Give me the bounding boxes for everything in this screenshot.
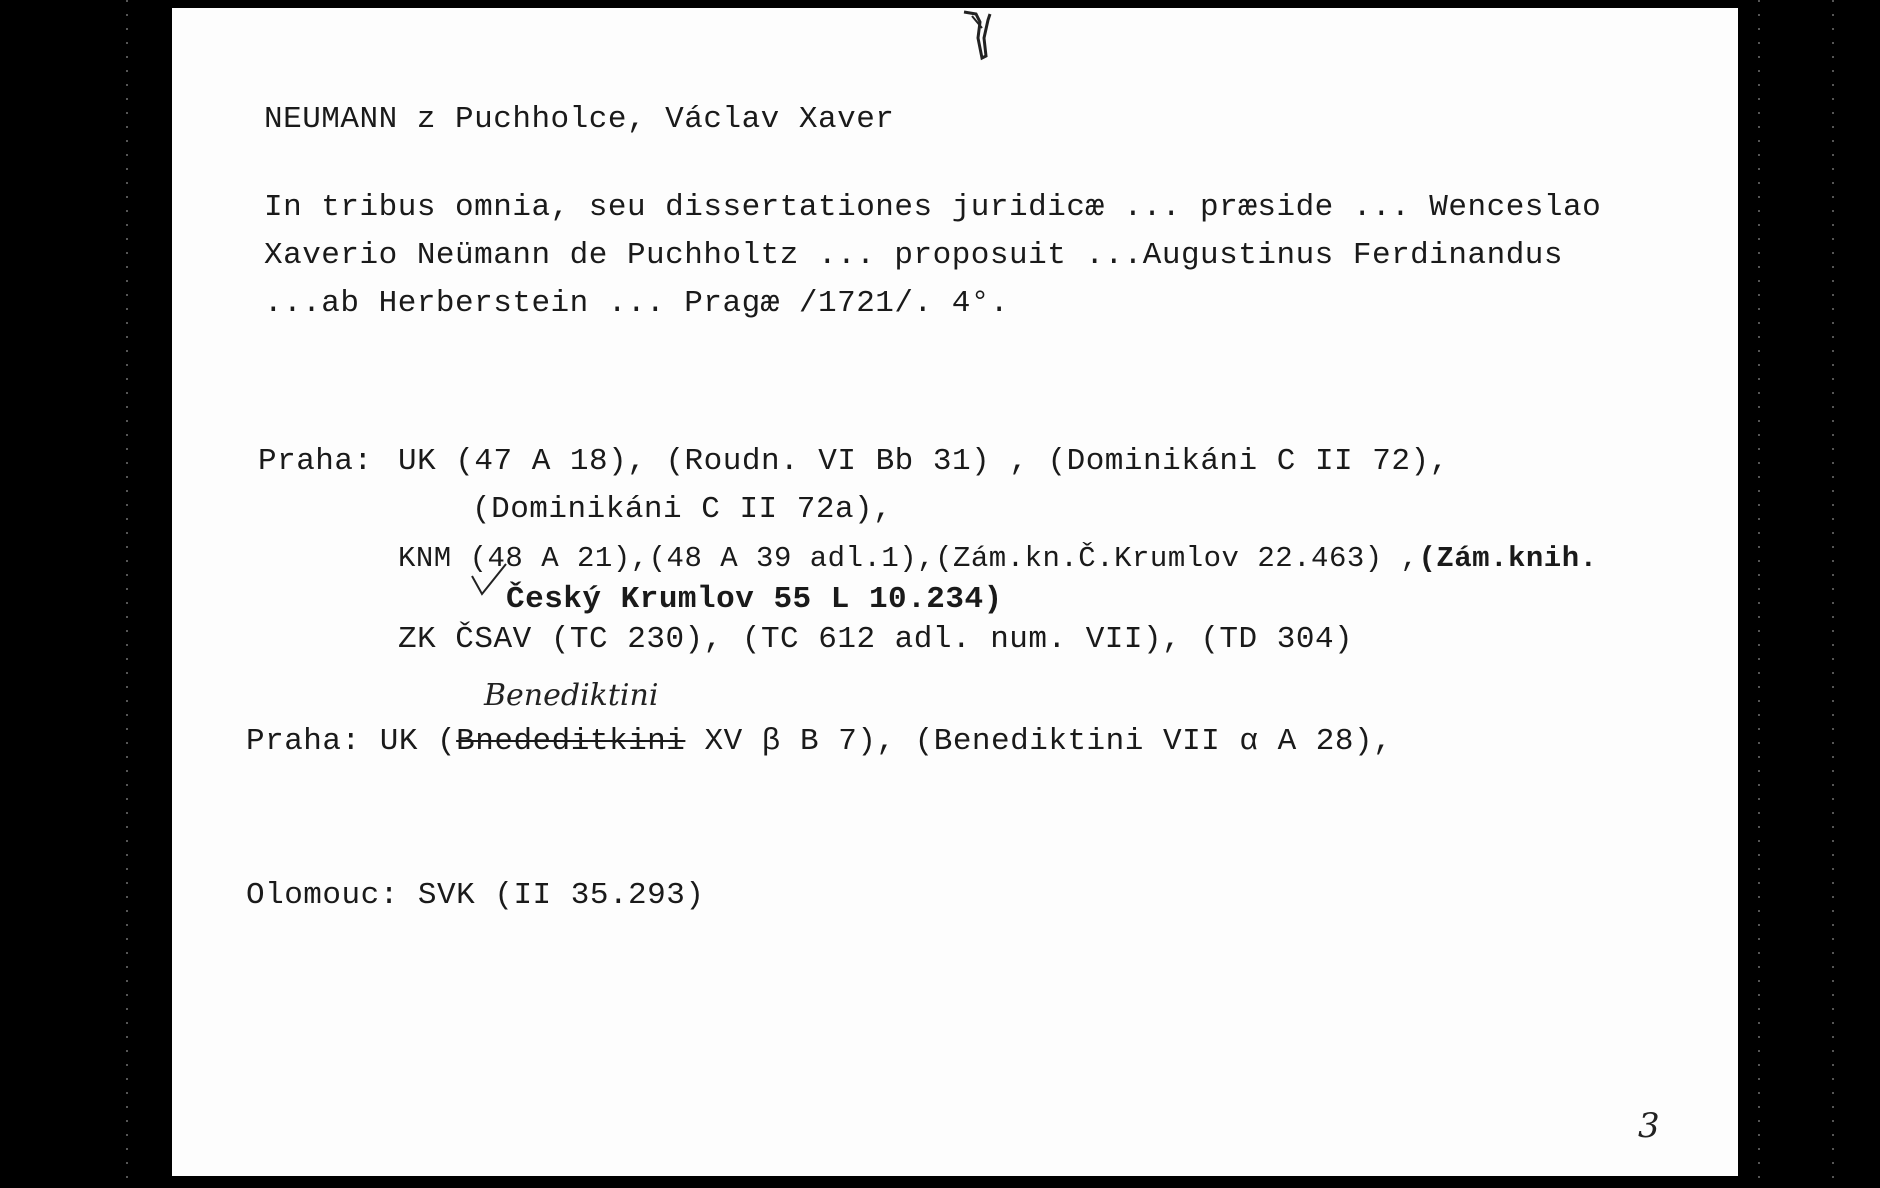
holdings-city-praha: Praha:	[258, 444, 373, 479]
handwritten-correction: Benediktini	[484, 678, 659, 713]
knm-line-1-text: KNM (48 A 21),(48 A 39 adl.1),(Zám.kn.Č.Krumlov 22.463) ,	[398, 542, 1419, 575]
scan-border-right	[1740, 0, 1880, 1188]
holdings-2-rest: XV β B 7), (Benediktini VII α A 28),	[685, 724, 1393, 759]
holdings-2-prefix: Praha: UK (	[246, 724, 457, 759]
holdings-2-line	[246, 724, 1392, 759]
knm-line-1-bold: (Zám.knih.	[1418, 542, 1598, 575]
holdings-uk-line-2: (Dominikáni C II 72a),	[472, 492, 893, 527]
holdings-zk-line: ZK ČSAV (TC 230), (TC 612 adl. num. VII), (TD 304)	[398, 622, 1354, 657]
card-heading: NEUMANN z Puchholce, Václav Xaver	[264, 102, 895, 137]
handwritten-check-mark	[470, 560, 510, 600]
holdings-knm-line-2: Český Krumlov 55 L 10.234)	[506, 582, 1003, 617]
holdings-uk-line-1: UK (47 A 18), (Roudn. VI Bb 31) , (Dominikáni C II 72),	[398, 444, 1449, 479]
holdings-olomouc-line: Olomouc: SVK (II 35.293)	[246, 878, 705, 913]
staple-mark	[962, 8, 992, 64]
title-line-3: ...ab Herberstein ... Pragæ /1721/. 4°.	[264, 286, 1010, 321]
page-number: 3	[1638, 1106, 1660, 1146]
catalog-card	[172, 8, 1738, 1176]
title-line-2: Xaverio Neümann de Puchholtz ... proposuit ...Augustinus Ferdinandus	[264, 238, 1564, 273]
title-line-1: In tribus omnia, seu dissertationes juridicæ ... præside ... Wenceslao	[264, 190, 1602, 225]
holdings-knm-line-1	[398, 542, 1598, 575]
scan-border-left	[0, 0, 172, 1188]
holdings-2-struck-text: Bnededitkini	[456, 724, 686, 759]
